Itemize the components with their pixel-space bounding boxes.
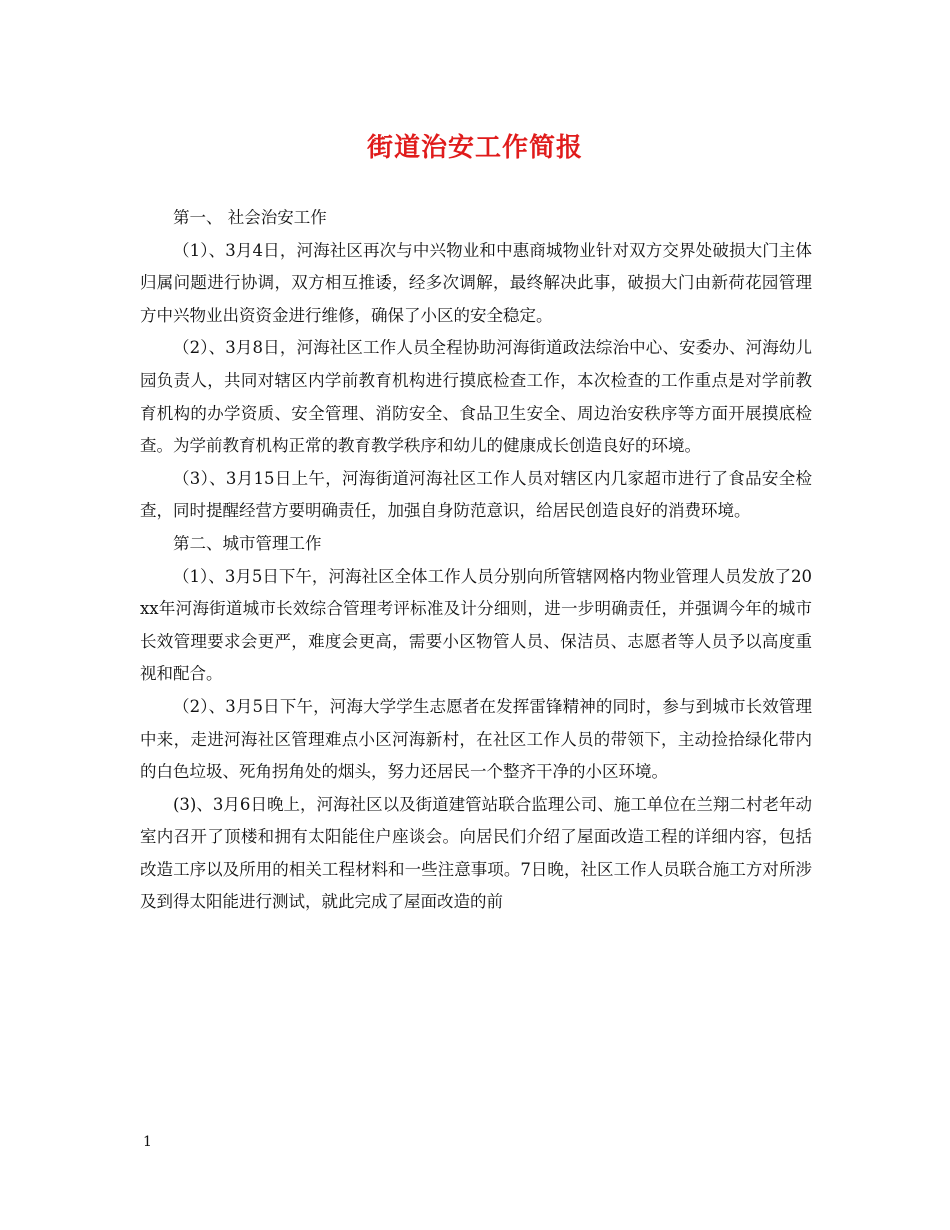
section-heading-social-security: 第一、 社会治安工作	[173, 208, 327, 227]
paragraph-social-security-1: （1）、3月4日，河海社区再次与中兴物业和中惠商城物业针对双方交界处破损大门主体归属问题进行协调，双方相互推诿，经多次调解，最终解决此事，破损大门由新荷花园管理方中兴物业出资资金进行维修，确保了小区的安全稳定。	[140, 240, 812, 325]
page-number: 1	[143, 1134, 152, 1150]
section-heading-city-management: 第二、城市管理工作	[173, 533, 322, 553]
document-title: 街道治安工作简报	[366, 133, 583, 163]
paragraph-social-security-2: （2）、3月8日，河海社区工作人员全程协助河海街道政法综治中心、安委办、河海幼儿园负责人，共同对辖区内学前教育机构进行摸底检查工作，本次检查的工作重点是对学前教育机构的办学资质、安全管理、消防安全、食品卫生安全、周边治安秩序等方面开展摸底检查。为学前教育机构正常的教育教学秩序和幼儿的健康成长创造良好的环境。	[140, 338, 812, 456]
paragraph-social-security-3: （3）、3月15日上午，河海街道河海社区工作人员对辖区内几家超市进行了食品安全检查，同时提醒经营方要明确责任，加强自身防范意识，给居民创造良好的消费环境。	[140, 468, 812, 521]
paragraph-city-management-1: （1）、3月5日下午，河海社区全体工作人员分别向所管辖网格内物业管理人员发放了20xx年河海街道城市长效综合管理考评标准及计分细则，进一步明确责任，并强调今年的城市长效管理要求会更严，难度会更高，需要小区物管人员、保洁员、志愿者等人员予以高度重视和配合。	[140, 566, 812, 684]
paragraph-city-management-3: (3)、3月6日晚上，河海社区以及街道建管站联合监理公司、施工单位在兰翔二村老年动室内召开了顶楼和拥有太阳能住户座谈会。向居民们介绍了屋面改造工程的详细内容，包括改造工序以及所用的相关工程材料和一些注意事项。7日晚，社区工作人员联合施工方对所涉及到得太阳能进行测试，就此完成了屋面改造的前	[140, 794, 812, 912]
paragraph-city-management-2: （2）、3月5日下午，河海大学学生志愿者在发挥雷锋精神的同时，参与到城市长效管理中来，走进河海社区管理难点小区河海新村，在社区工作人员的带领下，主动捡拾绿化带内的白色垃圾、死角拐角处的烟头，努力还居民一个整齐干净的小区环境。	[140, 696, 812, 782]
document-body	[140, 202, 812, 919]
